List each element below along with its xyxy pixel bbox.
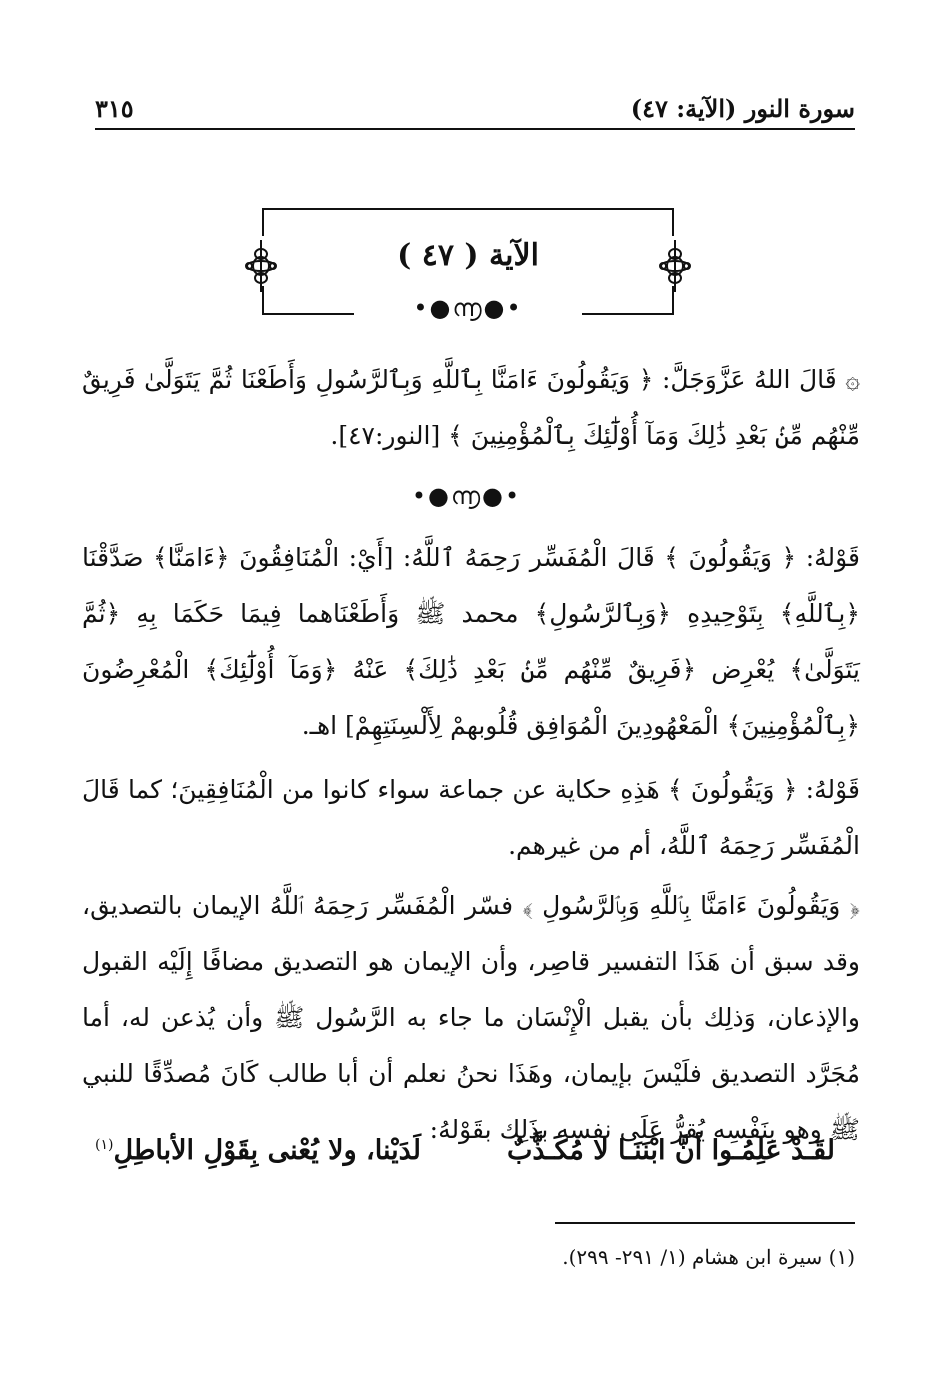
frame-left-top (262, 208, 264, 236)
section-separator: •●൬●• (411, 482, 522, 510)
footnote-rule (555, 1222, 855, 1224)
page-number: ٣١٥ (95, 93, 134, 123)
ayah-title-frame (262, 208, 674, 322)
frame-right-top (672, 208, 674, 236)
tafsir-text: قَوْلهُ: ﴿ وَيَقُولُونَ ﴾ قَالَ الْمُفَسِّر رَحِمَهُ ٱللَّهُ: [أَيْ: الْمُنَافِقُونَ ﴿ءَامَنَّا﴾ صَدَّقْنَا ﴿بِٱللَّهِ﴾ بِتَوْحِيدِهِ ﴿وَبِٱلرَّسُولِ﴾ محمد ﷺ وَأَطَعْنَاهما فِيمَا حَكَمَا بِهِ ﴿ثُمَّ يَتَوَلَّىٰ﴾ يُعْرِض ﴿فَرِيقٌ مِّنْهُم مِّنۢ بَعْدِ ذَٰلِكَ﴾ عَنْهُ ﴿وَمَآ أُوْلَٰٓئِكَ﴾ الْمُعْرِضُونَ ﴿بِٱلْمُؤْمِنِينَ﴾ الْمَعْهُودِينَ الْمُوَافِق قُلُوبهمْ لِأَلْسِنَتِهِمْ] اهـ. (82, 543, 860, 740)
verse-hemistich-1: لقَـدْ عَلِمُـوا أنَّ ابْنَنَـا لا مُكَـذَّبٌ (506, 1135, 835, 1166)
running-title: سورة النور (الآية: ٤٧) (630, 93, 855, 123)
header-rule (95, 128, 855, 130)
verse-hemistich-2: لَدَيْنا، ولا يُعْنى بِقَوْلِ الأباطِلِ (113, 1135, 422, 1166)
footnote-marker: (١) (95, 1137, 114, 1153)
tafsir-paragraph (82, 530, 860, 754)
verse-intro-paragraph (82, 352, 860, 464)
ayah-title: الآية ( ٤٧ ) (397, 238, 539, 273)
iman-paragraph (82, 878, 860, 1158)
footnote: (١) سيرة ابن هشام (١/ ٢٩١- ٢٩٩). (562, 1245, 855, 1269)
running-header (95, 88, 855, 128)
title-separator: •●൬●• (413, 294, 523, 322)
poetry-verse (95, 1135, 835, 1185)
verse-hemistich-2-wrap (95, 1135, 421, 1185)
frame-top-line (262, 208, 674, 210)
verse-intro: ۞ قَالَ اللهُ عَزَّوَجَلَّ: ﴿ وَيَقُولُونَ ءَامَنَّا بِٱللَّهِ وَبِٱلرَّسُولِ وَأَطَعْنَا ثُمَّ يَتَوَلَّىٰ فَرِيقٌ مِّنْهُم مِّنۢ بَعْدِ ذَٰلِكَ وَمَآ أُوْلَٰٓئِكَ بِٱلْمُؤْمِنِينَ ﴾ [النور:٤٧]. (82, 365, 860, 450)
hikaya-text: قَوْلهُ: ﴿ وَيَقُولُونَ ﴾ هَذِهِ حكاية عن جماعة سواء كانوا من الْمُنَافِقِينَ؛ كما قَالَ الْمُفَسِّر رَحِمَهُ ٱللَّهُ، أم من غيرهم. (82, 775, 860, 860)
hikaya-paragraph (82, 762, 860, 874)
iman-text: ﴿ وَيَقُولُونَ ءَامَنَّا بِٱللَّهِ وَبِٱلرَّسُولِ ﴾ فسّر الْمُفَسِّر رَحِمَهُ ٱللَّهُ الإيمان بالتصديق، وقد سبق أن هَذَا التفسير قاصِر، وأن الإيمان هو التصديق مضافًا إِلَيْه القبول والإذعان، وَذلِك بأن يقبل الْإِنْسَان ما جاء به الرَّسُول ﷺ وأن يُذعن له، أما مُجَرَّد التصديق فلَيْسَ بإيمان، وهَذَا نحنُ نعلم أن أبا طالب كَانَ مُصدِّقًا للنبي ﷺ وهو بنَفْسِه يُقرُّ عَلَى نفسه بذَلِك بقَوْلهُ: (82, 891, 860, 1144)
